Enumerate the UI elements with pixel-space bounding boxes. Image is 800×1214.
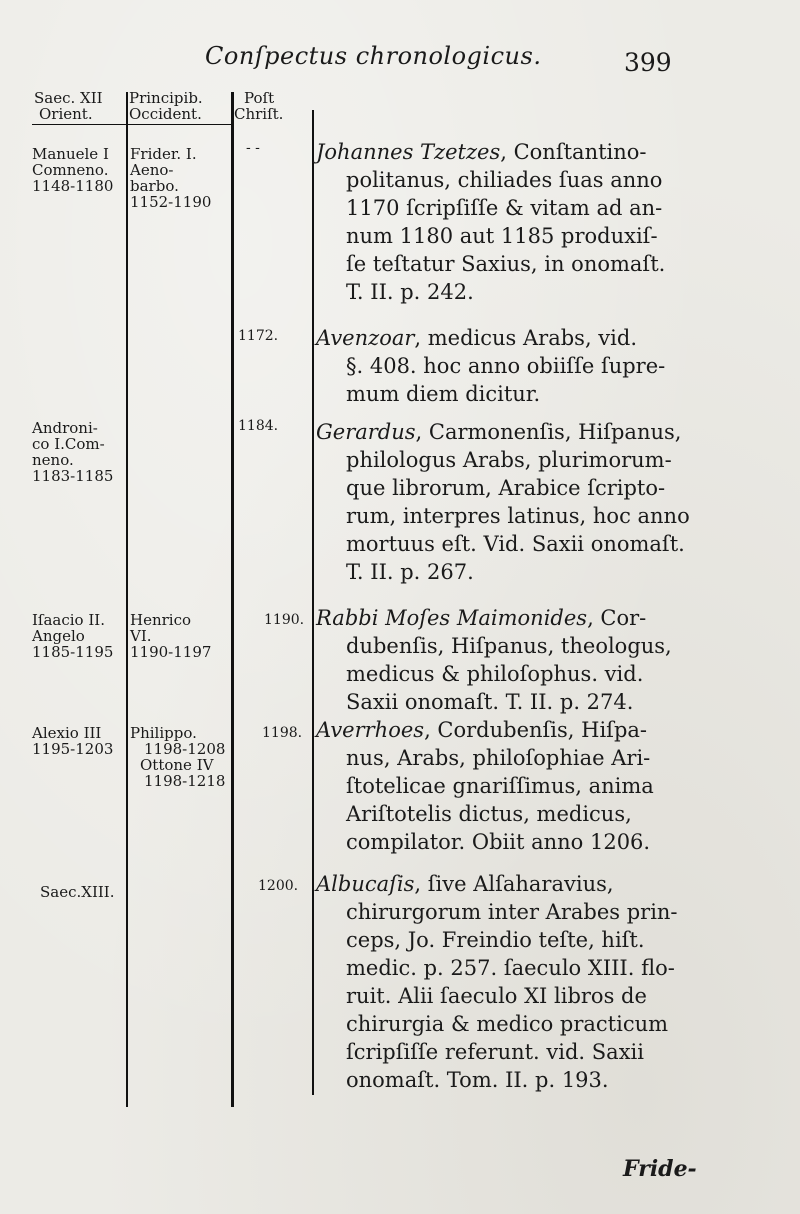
running-head-title: Conſpectus chronologicus. xyxy=(205,42,542,70)
entry-line: que librorum, Arabice ſcripto- xyxy=(346,476,666,500)
entry-line: onomaſt. Tom. II. p. 193. xyxy=(346,1068,609,1092)
col2-header xyxy=(129,90,203,122)
entry-line: medic. p. 257. ſaeculo XIII. flo- xyxy=(346,956,675,980)
catchword: Fride- xyxy=(623,1156,697,1182)
entry-name: Albucaſis xyxy=(316,872,415,896)
entry-line: ſtotelicae gnariſſimus, anima xyxy=(346,774,654,798)
col1-item xyxy=(32,612,113,660)
year-label: 1198. xyxy=(262,725,303,741)
entry-line: ſe teſtatur Saxius, in onomaſt. xyxy=(346,252,666,276)
col2-line: Aeno- xyxy=(130,161,174,179)
col2-line: barbo. xyxy=(130,177,179,195)
col1-line: 1185-1195 xyxy=(32,643,114,661)
col1-line: Comneno. xyxy=(32,161,109,179)
col1-item xyxy=(32,420,113,484)
year-label: 1184. xyxy=(238,418,279,434)
entry-line: ceps, Jo. Freindio teſte, hiſt. xyxy=(346,928,645,952)
entry xyxy=(316,418,688,586)
entry-line: chirurgia & medico practicum xyxy=(346,1012,669,1036)
col2-header-line: Occident. xyxy=(129,105,202,123)
entry xyxy=(316,138,688,306)
col1-line: Saec.XIII. xyxy=(40,883,115,901)
entry-name: Avenzoar xyxy=(316,326,415,350)
entry-line: nus, Arabs, philoſophiae Ari- xyxy=(346,746,651,770)
entry-line: chirurgorum inter Arabes prin- xyxy=(346,900,678,924)
entry-line: , medicus Arabs, vid. xyxy=(414,326,637,350)
col2-line: Frider. I. xyxy=(130,145,197,163)
col1-line: neno. xyxy=(32,451,74,469)
col3-header xyxy=(234,90,283,122)
entry-line: Ariſtotelis dictus, medicus, xyxy=(346,802,632,826)
entry-line: politanus, chiliades ſuas anno xyxy=(346,168,663,192)
entry xyxy=(316,716,688,856)
col1-line: co I.Com- xyxy=(32,435,105,453)
entry-line: mum diem dicitur. xyxy=(346,382,541,406)
col1-item xyxy=(32,725,113,757)
entry-line: num 1180 aut 1185 produxiſ- xyxy=(346,224,658,248)
column-rule-1 xyxy=(126,92,128,1107)
entry-line: philologus Arabs, plurimorum- xyxy=(346,448,672,472)
entry-line: compilator. Obiit anno 1206. xyxy=(346,830,651,854)
col1-line: Angelo xyxy=(32,627,85,645)
entry-line: , Cor- xyxy=(587,606,647,630)
entry-line: dubenſis, Hiſpanus, theologus, xyxy=(346,634,672,658)
year-label: 1190. xyxy=(264,612,305,628)
entry-line: , ſive Alſaharavius, xyxy=(414,872,614,896)
entry-line: ſcripſiſſe referunt. vid. Saxii xyxy=(346,1040,644,1064)
entry xyxy=(316,870,688,1094)
entry-line: T. II. p. 242. xyxy=(346,280,474,304)
entry-line: T. II. p. 267. xyxy=(346,560,474,584)
col2-item xyxy=(130,146,211,210)
col3-header-line: Chriſt. xyxy=(234,105,284,123)
entry-name: Gerardus xyxy=(316,420,416,444)
entry-line: , Conſtantino- xyxy=(500,140,647,164)
col2-line: 1198-1218 xyxy=(144,772,226,790)
entry-line: , Cordubenſis, Hiſpa- xyxy=(424,718,648,742)
entry-line: 1170 ſcripſiſſe & vitam ad an- xyxy=(346,196,663,220)
entry-line: medicus & philoſophus. vid. xyxy=(346,662,644,686)
col2-line: Henrico xyxy=(130,611,192,629)
col1-line: Manuele I xyxy=(32,145,109,163)
entry-line: Saxii onomaſt. T. II. p. 274. xyxy=(346,690,634,714)
col1-line: Iſaacio II. xyxy=(32,611,105,629)
col1-line: 1195-1203 xyxy=(32,740,114,758)
column-rule-3 xyxy=(312,110,314,1095)
page-number: 399 xyxy=(624,48,672,77)
col2-line: 1190-1197 xyxy=(130,643,212,661)
col2-line: Philippo. xyxy=(130,724,197,742)
col1-line: 1148-1180 xyxy=(32,177,114,195)
entry xyxy=(316,324,688,408)
col1-header-line: Orient. xyxy=(39,105,93,123)
entry-name: Averrhoes xyxy=(316,718,425,742)
col2-item xyxy=(130,612,211,660)
entry-line: ruit. Alii ſaeculo XI libros de xyxy=(346,984,647,1008)
year-label: - - xyxy=(246,140,260,156)
entry-line: mortuus eſt. Vid. Saxii onomaſt. xyxy=(346,532,685,556)
col1-item xyxy=(40,884,115,900)
col1-line: 1183-1185 xyxy=(32,467,114,485)
column-rule-2 xyxy=(231,92,234,1107)
col2-line: Ottone IV xyxy=(140,756,214,774)
entry-line: §. 408. hoc anno obiiſſe ſupre- xyxy=(346,354,666,378)
col1-line: Androni- xyxy=(32,419,98,437)
col2-item xyxy=(130,725,225,789)
year-label: 1200. xyxy=(258,878,299,894)
col2-line: 1152-1190 xyxy=(130,193,212,211)
col3-header-line: Poſt xyxy=(244,89,275,107)
entry-line: , Carmonenſis, Hiſpanus, xyxy=(415,420,682,444)
entry-line: rum, interpres latinus, hoc anno xyxy=(346,504,690,528)
year-label: 1172. xyxy=(238,328,279,344)
entry-name: Rabbi Moſes Maimonides xyxy=(316,606,588,630)
col1-header xyxy=(34,90,103,122)
col1-line: Alexio III xyxy=(32,724,102,742)
col2-line: VI. xyxy=(130,627,152,645)
col1-item xyxy=(32,146,113,194)
entry xyxy=(316,604,688,716)
col2-header-line: Principib. xyxy=(129,89,203,107)
entry-name: Johannes Tzetzes xyxy=(316,140,501,164)
header-underline xyxy=(32,124,232,125)
col2-line: 1198-1208 xyxy=(144,740,226,758)
col1-header-line: Saec. XII xyxy=(34,89,103,107)
